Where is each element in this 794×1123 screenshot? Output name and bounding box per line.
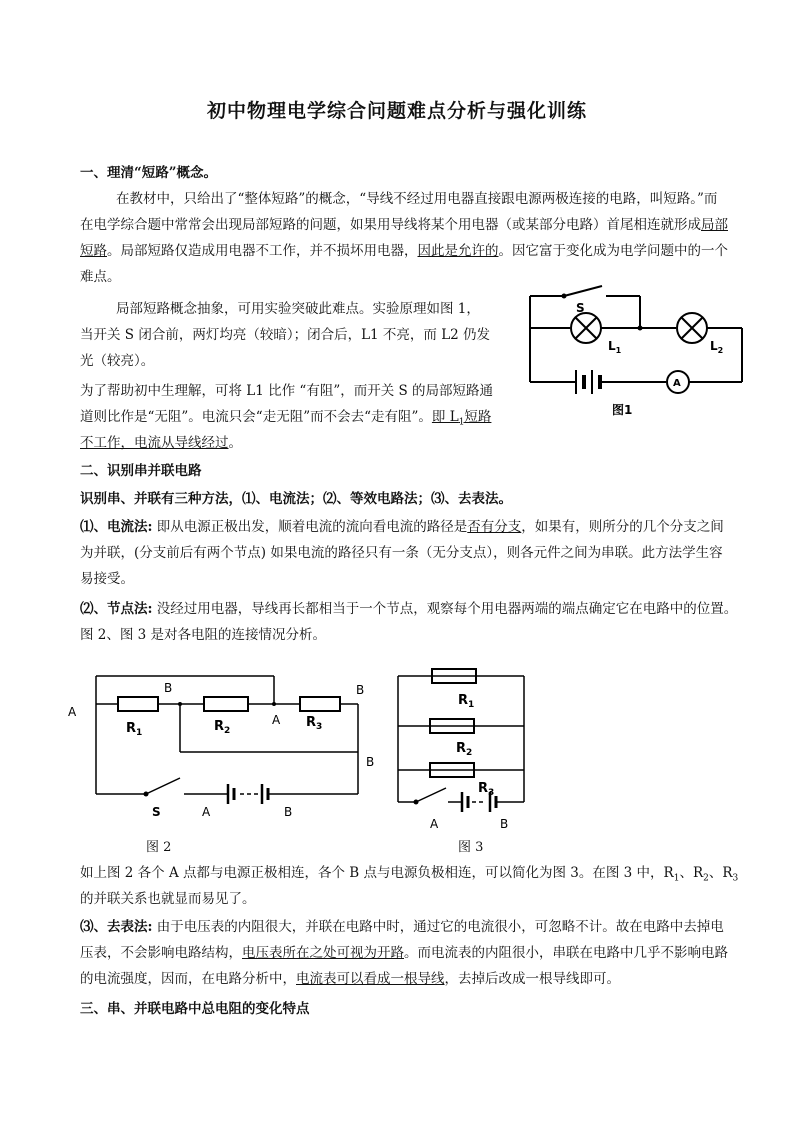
battery-a-label: A [430,817,439,831]
paragraph-line: 局部短路概念抽象，可用实验突破此难点。实验原理如图 1， [116,301,480,317]
paragraph-line: 在电学综合题中常常会出现局部短路的问题，如果用导线将某个用电器（或某部分电路）首尾相连就形成局部 [80,217,728,233]
figure-3-circuit [388,660,538,836]
figure-1-circuit [520,282,750,422]
resistor-r1-label: $R_1$ [126,721,143,738]
paragraph-line: ⑵、节点法: 没经过用电器，导线再长都相当于一个节点，观察每个用电器两端的端点确定它在电路中的位置。 [80,601,738,617]
battery-b-label: B [284,805,293,819]
paragraph-line: 的并联关系也就显而易见了。 [80,891,256,907]
battery-b-label: B [500,817,509,831]
paragraph-line: 短路。局部短路仅造成用电器不工作，并不损坏用电器，因此是允许的。因它富于变化成为电学问题中的一个 [80,243,728,259]
resistor-r3-label: $R_3$ [306,715,323,732]
figure-2-caption: 图 2 [146,840,172,855]
paragraph-line: ⑴、电流法: 即从电源正极出发，顺着电流的流向看电流的路径是否有分支，如果有，则所分的几个分支之间 [80,519,724,535]
node-b-label: B [366,755,375,769]
figure-2-circuit [62,664,392,854]
paragraph-line: 图 2、图 3 是对各电阻的连接情况分析。 [80,627,327,643]
node-a-label: A [272,713,281,727]
switch-label: S [152,805,161,819]
resistor-r2-label: $R_2$ [214,719,231,736]
paragraph-line: 压表，不会影响电路结构，电压表所在之处可视为开路。而电流表的内阻很小，串联在电路中几乎不影响电路 [80,945,728,961]
section1-heading: 一、理清“短路”概念。 [80,165,218,181]
paragraph-line: 易接受。 [80,571,134,587]
paragraph-line: 的电流强度，因而，在电路分析中，电流表可以看成一根导线，去掉后改成一根导线即可。 [80,971,620,987]
paragraph-line: 不工作，电流从导线经过。 [80,435,242,451]
methods-line: 识别串、并联有三种方法，⑴、电流法；⑵、等效电路法；⑶、去表法。 [80,491,512,507]
paragraph-line: 道则比作是“无阻”。电流只会“走无阻”而不会去“走有阻”。即 $L_1$短路 [80,409,492,428]
paragraph-line: 如上图 2 各个 A 点都与电源正极相连，各个 B 点与电源负极相连，可以简化为图 3。在图 3 中，$R_1$、$R_2$、$R_3$ [80,865,739,884]
ammeter-label: A [673,378,681,389]
node-b-label: B [164,681,173,695]
section2-heading: 二、识别串并联电路 [80,463,202,479]
figure-1-caption: 图1 [612,403,633,417]
resistor-r2-label: $R_2$ [456,741,473,758]
switch-label: S [576,301,585,315]
node-a-label: A [68,705,77,719]
paragraph-line: 当开关 S 闭合前，两灯均亮（较暗）；闭合后，L1 不亮，而 L2 仍发 [80,327,491,343]
figure-3-caption: 图 3 [458,840,484,855]
paragraph-line: 光（较亮）。 [80,353,155,369]
lamp-l1-label: $L_1$ [608,339,622,355]
page-title: 初中物理电学综合问题难点分析与强化训练 [206,100,587,122]
section3-heading: 三、串、并联电路中总电阻的变化特点 [80,1001,310,1017]
battery-a-label: A [202,805,211,819]
resistor-r3-label: $R_3$ [478,781,495,798]
paragraph-line: 难点。 [80,269,121,285]
resistor-r1-label: $R_1$ [458,693,475,710]
paragraph-line: 为了帮助初中生理解，可将 L1 比作 “有阻”，而开关 S 的局部短路通 [80,383,494,399]
paragraph-line: ⑶、去表法: 由于电压表的内阻很大，并联在电路中时，通过它的电流很小，可忽略不计。故在电路中去掉电 [80,919,724,935]
paragraph-line: 为并联，(分支前后有两个节点) 如果电流的路径只有一条（无分支点），则各元件之间为串联。此方法学生容 [80,545,723,561]
paragraph-line: 在教材中，只给出了“整体短路”的概念，“导线不经过用电器直接跟电源两极连接的电路，叫短路。”而 [116,191,718,207]
node-b-label: B [356,683,365,697]
lamp-l2-label: $L_2$ [710,339,724,355]
